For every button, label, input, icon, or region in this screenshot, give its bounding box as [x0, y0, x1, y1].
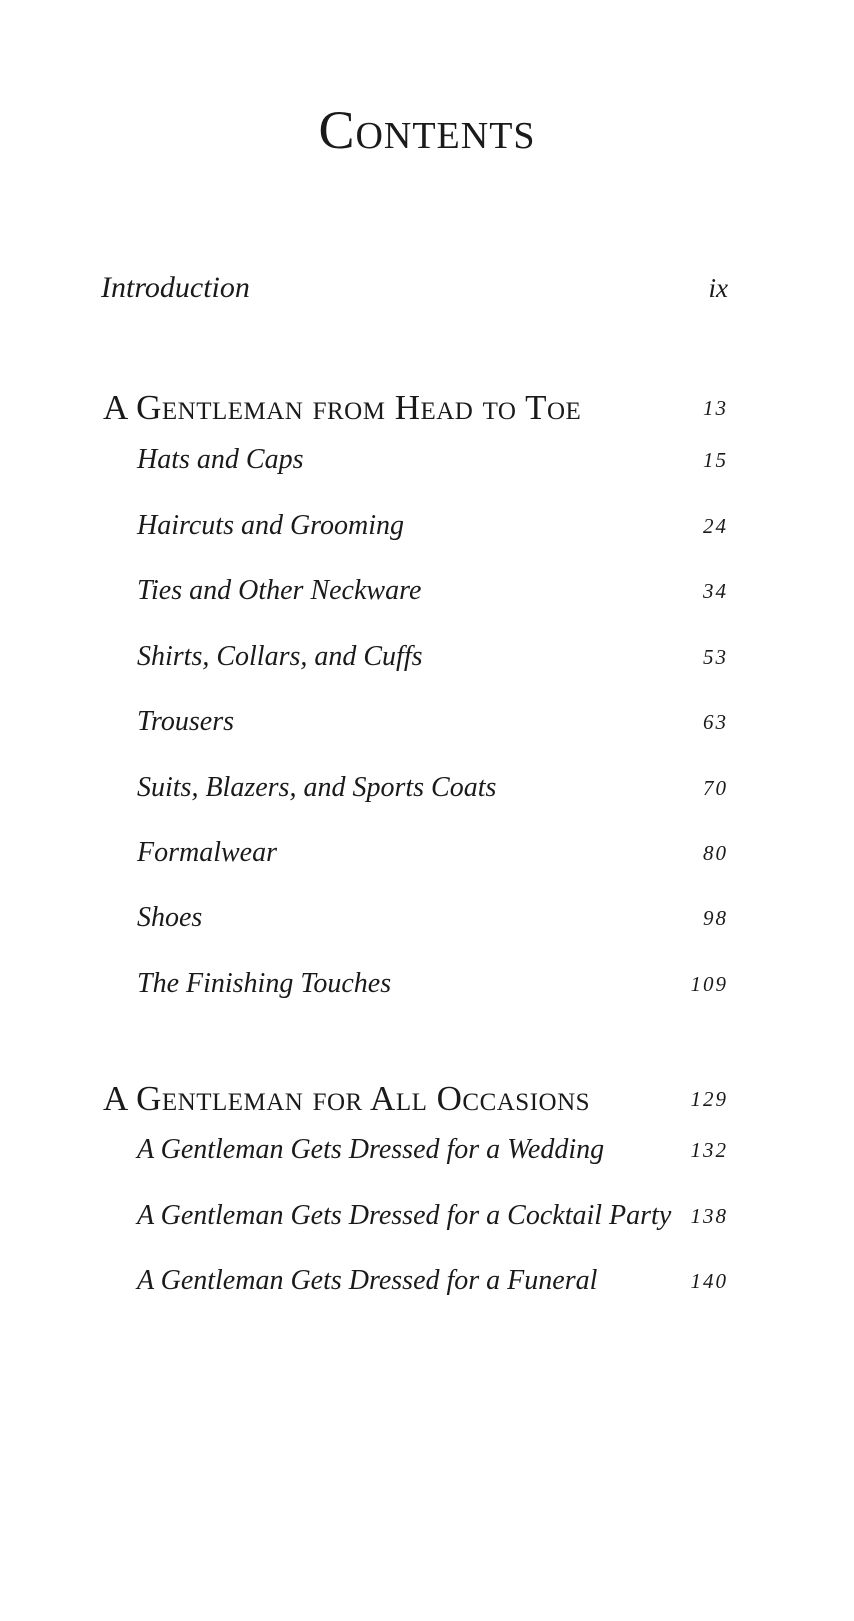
- toc-chapter-label: Suits, Blazers, and Sports Coats: [137, 772, 497, 803]
- toc-page-number: 138: [690, 1204, 728, 1228]
- toc-chapter-entry[interactable]: [0, 1259, 854, 1303]
- toc-page-number: 53: [703, 645, 728, 669]
- toc-chapter-entry[interactable]: [0, 766, 854, 810]
- toc-page-number: 132: [690, 1138, 728, 1162]
- toc-page-number: 140: [690, 1269, 728, 1293]
- toc-part-heading[interactable]: [0, 386, 854, 430]
- toc-chapter-entry[interactable]: [0, 896, 854, 940]
- toc-chapter-label: Shoes: [137, 902, 203, 933]
- toc-chapter-entry[interactable]: [0, 438, 854, 482]
- toc-part-label: A Gentleman from Head to Toe: [103, 388, 582, 427]
- toc-chapter-label: A Gentleman Gets Dressed for a Cocktail Party: [137, 1200, 672, 1231]
- toc-entry-introduction[interactable]: [0, 266, 854, 310]
- toc-part-heading[interactable]: [0, 1077, 854, 1121]
- toc-page-number: 34: [703, 579, 728, 603]
- toc-page-number: 13: [703, 396, 728, 420]
- toc-part-label: A Gentleman for All Occasions: [103, 1079, 591, 1118]
- toc-chapter-entry[interactable]: [0, 1128, 854, 1172]
- toc-chapter-entry[interactable]: [0, 635, 854, 679]
- toc-page-number: 129: [690, 1087, 728, 1111]
- toc-chapter-label: A Gentleman Gets Dressed for a Wedding: [137, 1134, 605, 1165]
- toc-chapter-entry[interactable]: [0, 831, 854, 875]
- toc-page-number: ix: [708, 273, 728, 303]
- toc-chapter-entry[interactable]: [0, 504, 854, 548]
- page-title: Contents: [318, 100, 536, 160]
- toc-chapter-label: Formalwear: [137, 837, 277, 868]
- toc-chapter-label: The Finishing Touches: [137, 968, 392, 999]
- toc-chapter-label: Haircuts and Grooming: [137, 510, 405, 541]
- toc-chapter-entry[interactable]: [0, 962, 854, 1006]
- toc-page-number: 109: [690, 972, 728, 996]
- toc-page-number: 15: [703, 448, 728, 472]
- toc-chapter-label: Shirts, Collars, and Cuffs: [137, 641, 423, 672]
- toc-page-number: 80: [703, 841, 728, 865]
- toc-chapter-label: Ties and Other Neckware: [137, 575, 422, 606]
- toc-chapter-entry[interactable]: [0, 1194, 854, 1238]
- toc-chapter-entry[interactable]: [0, 569, 854, 613]
- toc-page-number: 70: [703, 776, 728, 800]
- toc-chapter-label: A Gentleman Gets Dressed for a Funeral: [137, 1265, 598, 1296]
- toc-chapter-label: Hats and Caps: [137, 444, 304, 475]
- toc-page-number: 98: [703, 906, 728, 930]
- toc-page-number: 24: [703, 514, 728, 538]
- toc-entry-label: Introduction: [101, 271, 250, 304]
- toc-chapter-label: Trousers: [137, 706, 235, 737]
- toc-chapter-entry[interactable]: [0, 700, 854, 744]
- toc-page-number: 63: [703, 710, 728, 734]
